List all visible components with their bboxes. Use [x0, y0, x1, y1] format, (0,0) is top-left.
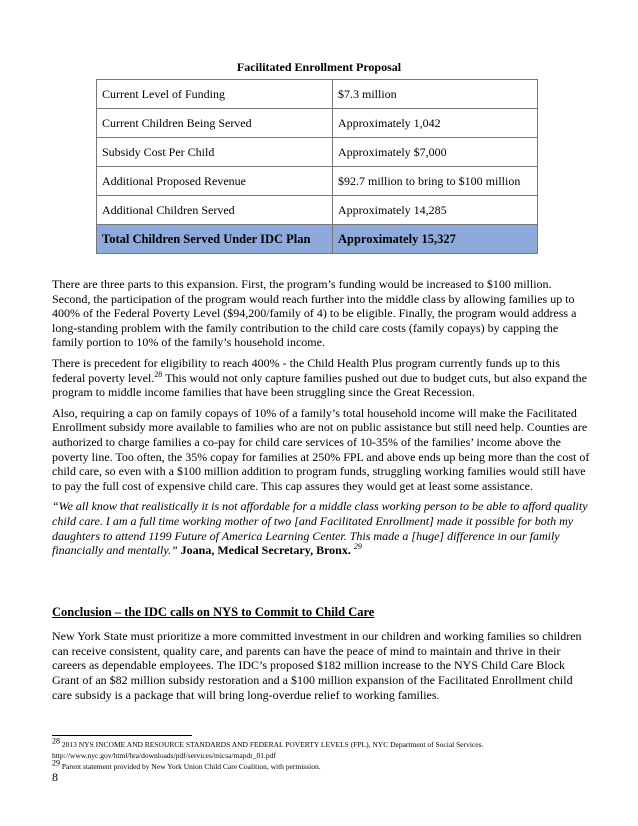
table-row	[97, 80, 538, 109]
row-value: Approximately $7,000	[333, 138, 538, 167]
paragraph: There are three parts to this expansion. First, the program’s funding would be increased to $100 million. Second, the participation of the program would reach further into the middle class by allowing families up to 400% of the Federal Poverty Level ($94,200/family of 4) to be eligible. Finally, the program would address a long-standing problem with the family contribution to the child care costs (family copays) by capping the family portion to 10% of the family’s household income.	[52, 277, 577, 350]
page-number: 8	[52, 770, 58, 784]
footnote-text: Parent statement provided by New York Union Child Care Coalition, with permission.	[60, 762, 321, 771]
footnote-divider	[52, 735, 192, 736]
row-label: Subsidy Cost Per Child	[97, 138, 333, 167]
footnote-ref: 29	[353, 542, 362, 552]
quote-attribution: Joana, Medical Secretary, Bronx.	[180, 543, 351, 558]
paragraph-text: There is precedent for eligibility to reach 400% - the Child Health Plus program currently funds up to this federal poverty level.	[52, 355, 560, 385]
conclusion-text: New York State must prioritize a more committed investment in our children and working families so children can receive consistent, quality care, and parents can have the peace of mind to maintain and thrive in their careers as dependable employees. The IDC’s proposed $182 million increase to the NYS Child Care Block Grant of an $82 million subsidy restoration and a $100 million expansion of the Facilitated Enrollment child care subsidy is a package that will bring long-overdue relief to working families.	[52, 629, 582, 702]
quote-text: “We all know that realistically it is not affordable for a middle class working person to be able to afford quality child care. I am a full time working mother of two [and Facilitated Enrollment] made it possible for both my daughters to attend 1199 Future of America Learning Center. This made a [huge] difference in our family financially and mentally.”	[52, 499, 588, 558]
quote	[52, 499, 590, 557]
row-label: Additional Proposed Revenue	[97, 167, 333, 196]
footnote-ref: 28	[154, 369, 163, 379]
conclusion-heading: Conclusion – the IDC calls on NYS to Commit to Child Care	[52, 605, 375, 619]
row-label: Current Children Being Served	[97, 109, 333, 138]
footnote-link[interactable]: http://www.nyc.gov/html/hra/downloads/pdf/services/micsa/mapdr_01.pdf	[52, 751, 276, 760]
footnotes	[52, 736, 602, 772]
row-value: $92.7 million to bring to $100 million	[333, 167, 538, 196]
footnote-number: 29	[52, 758, 60, 768]
table-total-row	[97, 225, 538, 254]
paragraph: Also, requiring a cap on family copays of 10% of a family’s total household income will make the Facilitated Enrollment subsidy more available to families who are not on public assistance but still need help. Counties are authorized to charge families a co-pay for child care services of 10-35% of the families’ income above the poverty line. Too often, the 35% copay for families at 250% FPL and above ends up being more than the cost of child care, so even with a $100 million addition to program funds, struggling working families would still have to pay the full cost of expensive child care. This cap assures they would get at least some assistance.	[52, 405, 590, 493]
footnote-text: 2013 NYS INCOME AND RESOURCE STANDARDS AND FEDERAL POVERTY LEVELS (FPL), NYC Department of Social Services.	[60, 740, 484, 749]
row-value: Approximately 15,327	[333, 225, 538, 254]
row-label: Current Level of Funding	[97, 80, 333, 109]
table-row	[97, 196, 538, 225]
row-label: Additional Children Served	[97, 196, 333, 225]
row-label: Total Children Served Under IDC Plan	[97, 225, 333, 254]
table-title: Facilitated Enrollment Proposal	[236, 60, 402, 74]
footnote-number: 28	[52, 736, 60, 746]
funding-table	[96, 79, 538, 254]
paragraph-text: This would not only capture families pushed out due to budget cuts, but also expand the program to middle income families that have been struggling since the Great Recession.	[52, 370, 587, 400]
footnote	[52, 736, 602, 750]
body-text	[52, 277, 590, 564]
row-value: $7.3 million	[333, 80, 538, 109]
table-row	[97, 167, 538, 196]
paragraph	[52, 356, 590, 400]
row-value: Approximately 1,042	[333, 109, 538, 138]
footnote	[52, 758, 602, 772]
table-row	[97, 138, 538, 167]
row-value: Approximately 14,285	[333, 196, 538, 225]
table-row	[97, 109, 538, 138]
